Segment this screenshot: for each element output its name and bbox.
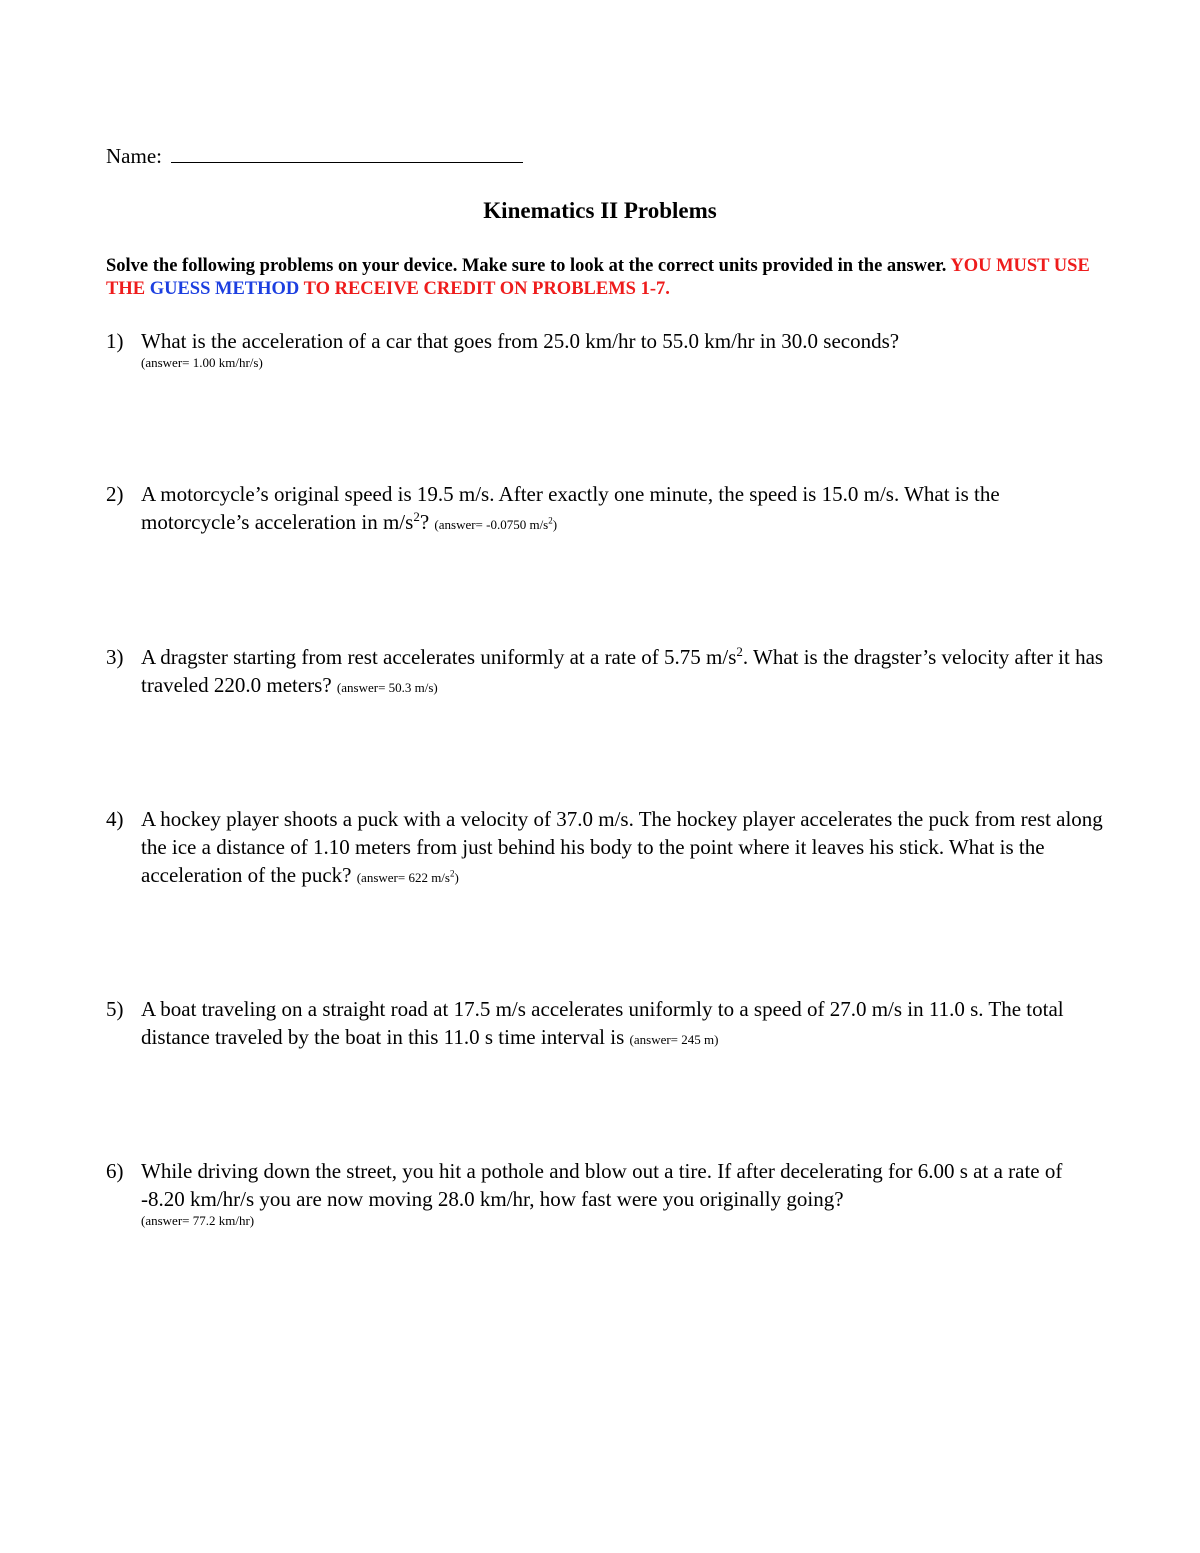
- problem-number: 6): [106, 1159, 124, 1183]
- problem-number: 1): [106, 329, 124, 353]
- problem-number: 5): [106, 997, 124, 1021]
- problem-5: [106, 995, 1106, 1054]
- instructions: [106, 255, 1096, 301]
- problem-text-end: . What is the dragster’s velocity after it has traveled 220.0 meters?: [141, 645, 1104, 697]
- problem-6: [106, 1157, 1106, 1229]
- problem-number: 3): [106, 645, 124, 669]
- instructions-warning-end: TO RECEIVE CREDIT ON PROBLEMS 1-7.: [299, 279, 670, 299]
- problem-1: [106, 327, 1106, 371]
- answer-text: (answer= 622 m/s: [356, 870, 450, 885]
- problem-4: [106, 805, 1106, 892]
- answer-text: (answer= -0.0750 m/s: [434, 517, 549, 532]
- name-field: [106, 143, 523, 169]
- problem-text: A motorcycle’s original speed is 19.5 m/s. After exactly one minute, the speed is 15.0 m/s. What is the motorcycle’s acceleration in m/s: [141, 482, 1000, 534]
- problem-number: 2): [106, 482, 124, 506]
- answer-text-end: ): [552, 517, 558, 532]
- instructions-method: GUESS METHOD: [149, 279, 300, 299]
- problem-answer: (answer= 77.2 km/hr): [141, 1213, 255, 1228]
- problem-answer: [357, 870, 459, 885]
- name-blank-line[interactable]: [171, 143, 523, 163]
- problem-text-end: ?: [419, 510, 435, 534]
- problem-answer: (answer= 1.00 km/hr/s): [141, 355, 263, 370]
- instructions-warning: YOU MUST USE THE: [106, 256, 1090, 299]
- problem-3: [106, 643, 1106, 702]
- problem-text: A boat traveling on a straight road at 17.5 m/s accelerates uniformly to a speed of 27.0 m/s in 11.0 s. The total distance traveled by the boat in this 11.0 s time interval is: [141, 997, 1064, 1049]
- problem-number: 4): [106, 807, 124, 831]
- page-title: Kinematics II Problems: [483, 198, 717, 223]
- problem-text: A dragster starting from rest accelerates uniformly at a rate of 5.75 m/s: [141, 645, 737, 669]
- problem-superscript: 2: [413, 509, 420, 524]
- name-label: Name:: [106, 144, 162, 168]
- problem-2: [106, 480, 1106, 539]
- problem-answer: (answer= 50.3 m/s): [336, 680, 438, 695]
- problem-text: While driving down the street, you hit a pothole and blow out a tire. If after decelerating for 6.00 s at a rate of -8.20 km/hr/s you are now moving 28.0 km/hr, how fast were you originally going?: [141, 1159, 1063, 1211]
- instructions-text: Solve the following problems on your device. Make sure to look at the correct units provided in the answer.: [106, 256, 951, 276]
- answer-superscript: 2: [548, 515, 553, 526]
- problem-answer: [434, 517, 557, 532]
- answer-text-end: ): [454, 870, 459, 885]
- problem-superscript: 2: [736, 644, 743, 659]
- problem-text: A hockey player shoots a puck with a velocity of 37.0 m/s. The hockey player accelerates the puck from rest along the ice a distance of 1.10 meters from just behind his body to the point where it leaves his stick. What is the acceleration of the puck?: [141, 807, 1103, 887]
- problem-text: What is the acceleration of a car that goes from 25.0 km/hr to 55.0 km/hr in 30.0 seconds?: [141, 329, 900, 353]
- answer-superscript: 2: [449, 868, 455, 879]
- problem-answer: (answer= 245 m): [629, 1032, 719, 1047]
